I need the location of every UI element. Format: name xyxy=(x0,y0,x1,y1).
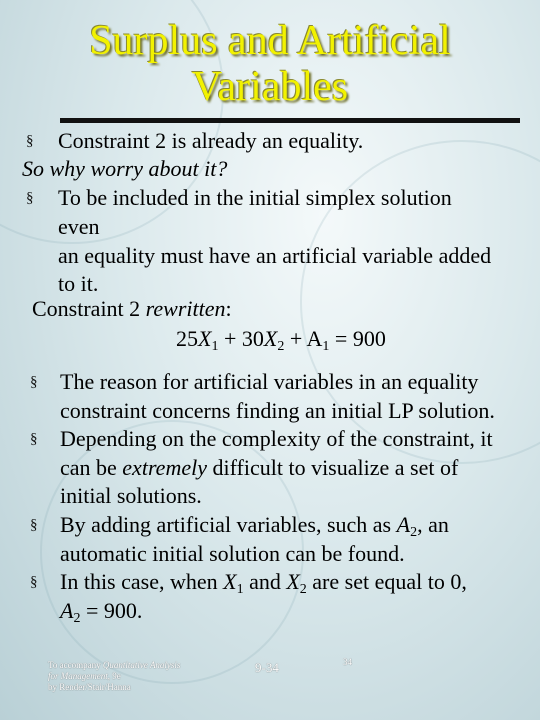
text-part: are set equal to 0, xyxy=(306,569,467,594)
footer-book-title: Quantitative Analysis xyxy=(102,660,181,670)
top-bullet-1: Constraint 2 is already an equality. xyxy=(58,128,364,153)
bullet-icon: § xyxy=(30,374,38,390)
eq-part: + A xyxy=(284,326,323,351)
constraint-equation xyxy=(176,325,386,352)
slide-title xyxy=(0,18,540,110)
bottom-bullet-3-line-1 xyxy=(60,511,449,538)
bullet-icon: § xyxy=(26,133,34,149)
top-bullet-2-line-1: To be included in the initial simplex solution xyxy=(58,185,452,210)
var-text: X xyxy=(223,569,237,594)
sub-text: 2 xyxy=(299,582,307,597)
footer-credit xyxy=(48,660,180,693)
sub-text: 1 xyxy=(236,582,244,597)
constraint-label xyxy=(32,295,232,322)
footer-line-2 xyxy=(48,671,180,682)
eq-sub: 2 xyxy=(277,339,285,354)
text-part: , an xyxy=(417,512,449,537)
text-part: difficult to visualize a set of xyxy=(206,455,459,480)
sub-text: 2 xyxy=(73,611,81,626)
footer-line-3: by Render/Stair/Hanna xyxy=(48,682,131,692)
bottom-bullet-3-line-2: automatic initial solution can be found. xyxy=(60,541,405,566)
bottom-bullet-1-line-1: The reason for artificial variables in an equality xyxy=(60,369,479,394)
footer-text: To accompany xyxy=(48,660,103,670)
footer-book-title: for Management xyxy=(48,671,108,681)
eq-part: 25 xyxy=(176,326,198,351)
eq-part: + 30 xyxy=(218,326,264,351)
bullet-icon: § xyxy=(30,431,38,447)
sub-text: 2 xyxy=(410,525,418,540)
top-bullet-2-line-4: to it. xyxy=(58,271,99,296)
eq-var: X xyxy=(263,326,278,351)
footer-page-id: 9-34 xyxy=(255,660,279,675)
bottom-bullet-4-line-2 xyxy=(60,597,142,624)
title-line-2: Variables xyxy=(191,64,349,110)
text-part: can be xyxy=(60,455,123,480)
title-line-1: Surplus and Artificial xyxy=(89,18,451,64)
question-text: So why worry about it? xyxy=(22,156,228,181)
top-bullet-2-line-2: even xyxy=(58,214,100,239)
emphasis-text: extremely xyxy=(122,455,207,480)
bullet-icon: § xyxy=(26,190,34,206)
slide-number: 34 xyxy=(343,657,352,667)
constraint-rewritten: rewritten xyxy=(145,296,226,321)
bullet-icon: § xyxy=(30,574,38,590)
text-part: In this case, when xyxy=(60,569,224,594)
footer-text: , 9e xyxy=(107,671,121,681)
eq-var: X xyxy=(198,326,212,351)
constraint-colon: : xyxy=(225,296,232,321)
bottom-bullet-2-line-3: initial solutions. xyxy=(60,483,202,508)
var-text: X xyxy=(286,569,300,594)
constraint-prefix: Constraint 2 xyxy=(32,296,146,321)
footer-line-1 xyxy=(48,660,180,671)
text-part: By adding artificial variables, such as xyxy=(60,512,397,537)
bottom-bullet-1-line-2: constraint concerns finding an initial LP solution. xyxy=(60,398,495,423)
eq-sub: 1 xyxy=(322,339,330,354)
eq-sub: 1 xyxy=(211,339,219,354)
eq-part: = 900 xyxy=(329,326,386,351)
bottom-bullet-2-line-2 xyxy=(60,454,458,481)
bottom-bullet-4-line-1 xyxy=(60,568,467,595)
bullet-icon: § xyxy=(30,517,38,533)
top-bullet-2-line-3: an equality must have an artificial variable added xyxy=(58,243,492,268)
var-text: A xyxy=(60,598,74,623)
text-part: = 900. xyxy=(80,598,143,623)
text-part: and xyxy=(243,569,287,594)
var-text: A xyxy=(396,512,411,537)
bottom-bullet-2-line-1: Depending on the complexity of the constraint, it xyxy=(60,426,493,451)
title-divider xyxy=(60,118,520,123)
